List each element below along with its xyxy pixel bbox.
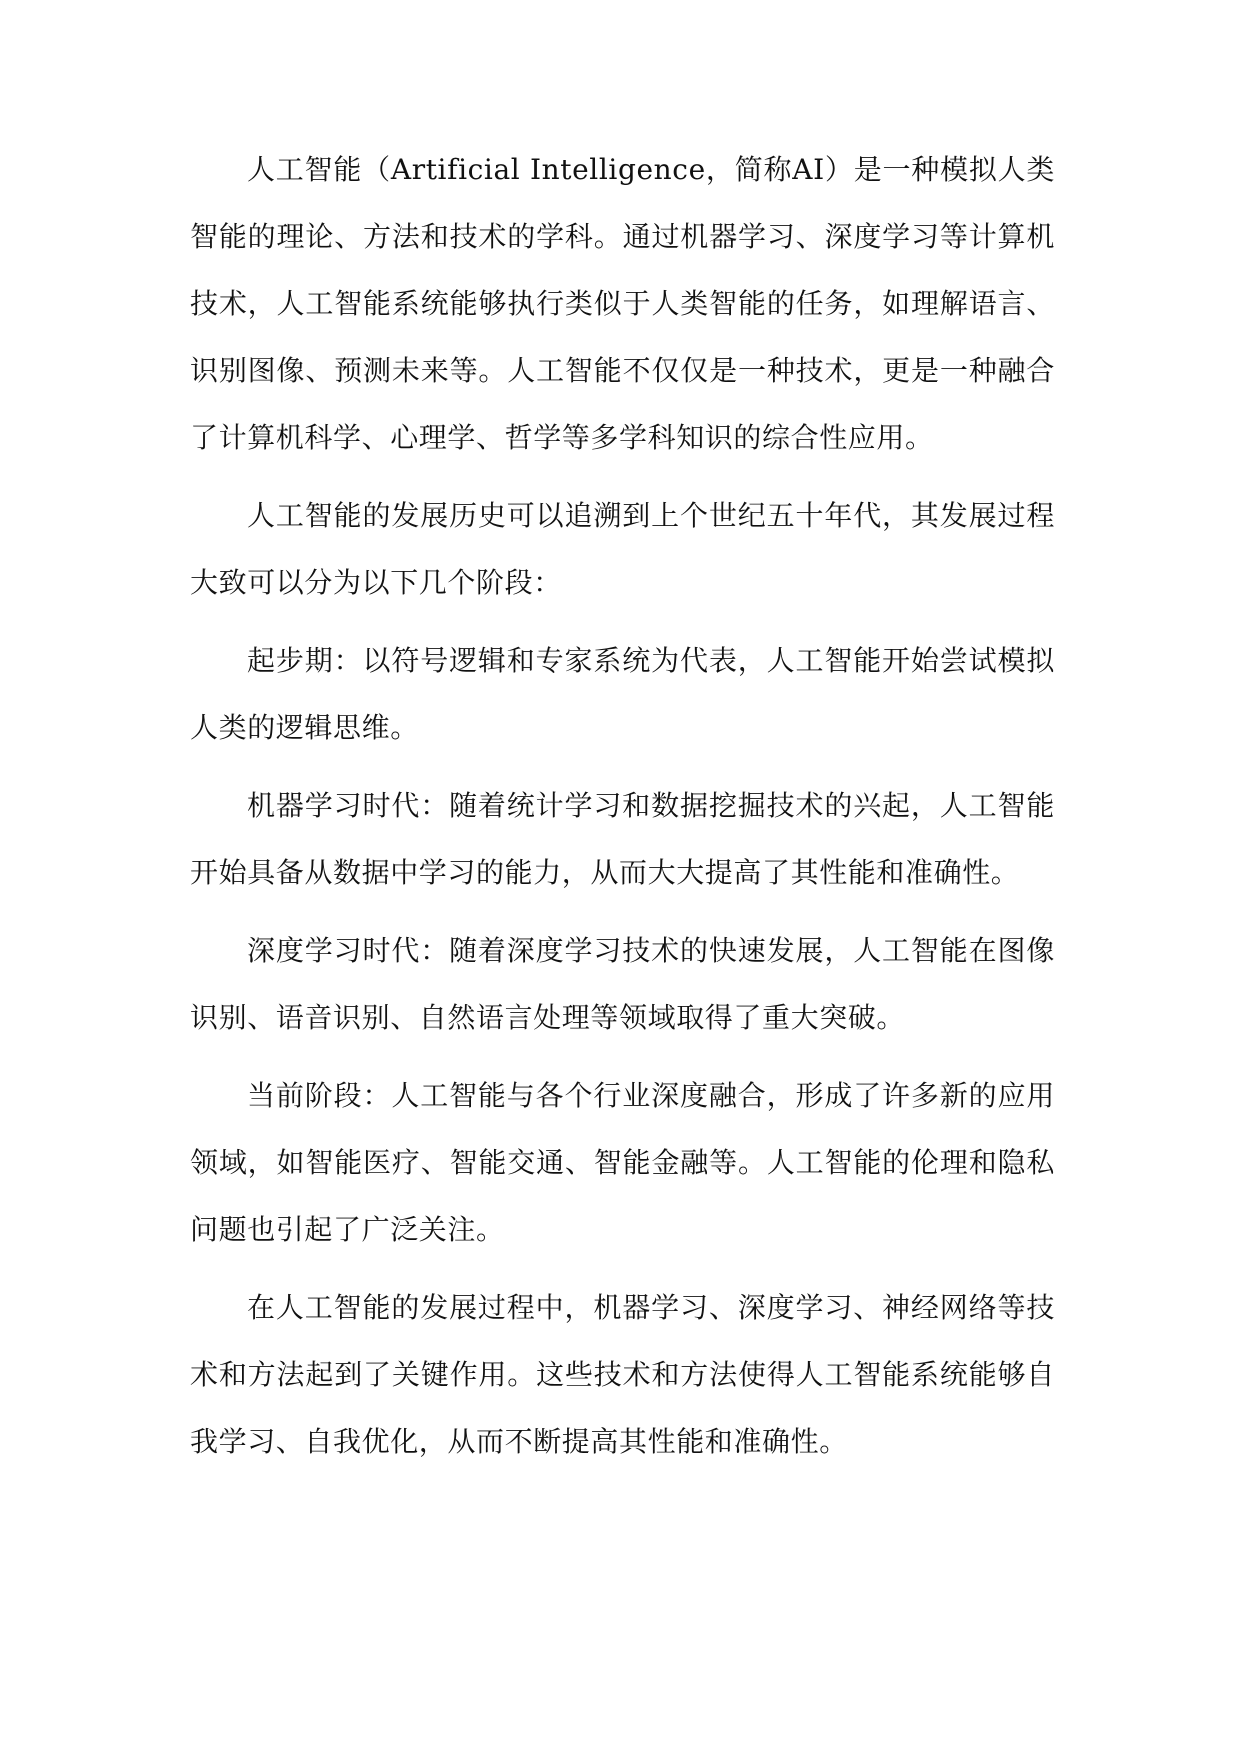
paragraph-stage-deep-learning: 深度学习时代：随着深度学习技术的快速发展，人工智能在图像识别、语音识别、自然语言处理等领域取得了重大突破。 xyxy=(190,934,1055,1034)
paragraph-stage-current: 当前阶段：人工智能与各个行业深度融合，形成了许多新的应用领域，如智能医疗、智能交通、智能金融等。人工智能的伦理和隐私问题也引起了广泛关注。 xyxy=(190,1079,1055,1246)
document-body xyxy=(190,136,1055,1486)
paragraph-stage-machine-learning: 机器学习时代：随着统计学习和数据挖掘技术的兴起，人工智能开始具备从数据中学习的能力，从而大大提高了其性能和准确性。 xyxy=(190,789,1055,889)
paragraph-key-technologies: 在人工智能的发展过程中，机器学习、深度学习、神经网络等技术和方法起到了关键作用。这些技术和方法使得人工智能系统能够自我学习、自我优化，从而不断提高其性能和准确性。 xyxy=(190,1291,1055,1458)
paragraph-stage-beginning: 起步期：以符号逻辑和专家系统为代表，人工智能开始尝试模拟人类的逻辑思维。 xyxy=(190,644,1055,744)
paragraph-history-intro: 人工智能的发展历史可以追溯到上个世纪五十年代，其发展过程大致可以分为以下几个阶段： xyxy=(190,499,1055,599)
paragraph-ai-definition: 人工智能（Artificial Intelligence，简称AI）是一种模拟人类智能的理论、方法和技术的学科。通过机器学习、深度学习等计算机技术，人工智能系统能够执行类似于人类智能的任务，如理解语言、识别图像、预测未来等。人工智能不仅仅是一种技术，更是一种融合了计算机科学、心理学、哲学等多学科知识的综合性应用。 xyxy=(190,153,1055,454)
